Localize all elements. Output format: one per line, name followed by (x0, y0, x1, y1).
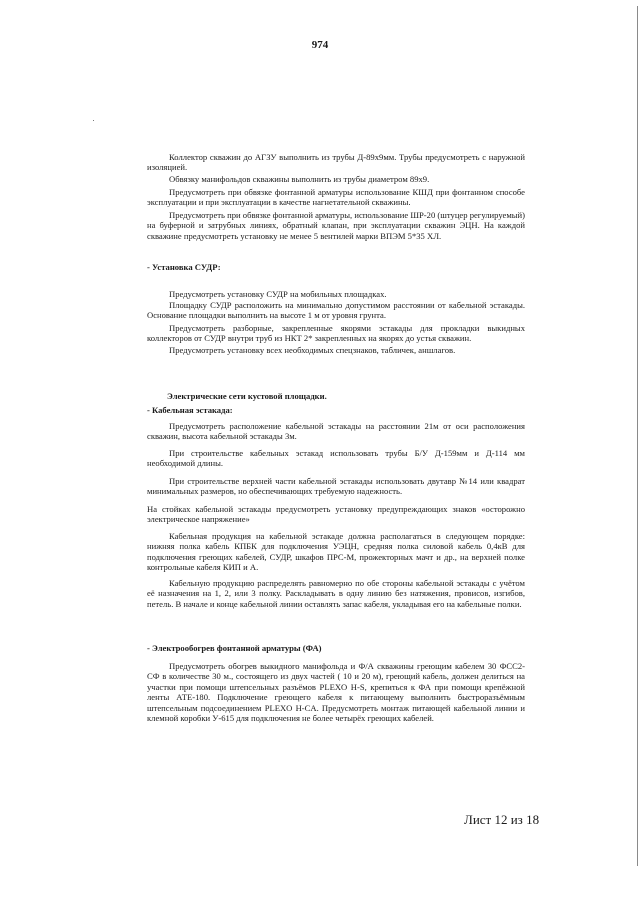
paragraph-kshd: Предусмотреть при обвязке фонтанной арматуры использование КШД при фонтанном способе эксплуатации и при эксплуатации в качестве нагнетательной скважины. (147, 187, 525, 208)
paragraph-trestle-beam: При строительстве верхней части кабельной эстакады использовать двутавр №14 или квадрат минимальных размеров, но обеспечивающих требуемую надежность. (147, 476, 525, 497)
paragraph-sudr-trestles: Предусмотреть разборные, закрепленные якорями эстакады для прокладки выкидных коллекторов от СУДР внутри труб из НКТ 2* закрепленных на якорях до устья скважин. (147, 323, 525, 344)
page-number: 974 (311, 39, 329, 51)
paragraph-trestle-location: Предусмотреть расположение кабельной эстакады на расстоянии 21м от оси расположения скважин, высота кабельной эстакады 3м. (147, 421, 525, 442)
paragraph-heating: Предусмотреть обогрев выкидного манифольда и Ф/А скважины греющим кабелем 30 ФСС2-СФ в количестве 30 м., состоящего из двух частей ( 10 и 20 м), греющий кабель, должен делиться на участки при помощи штепсельных разъёмов PLEXO H-S, крепиться к ФА при помощи крепёжной ленты АТЕ-180. Подключение греющего кабеля к питающему выполнить быстроразъёмным штепсельным подсоединением PLEXO H-CA. Предусмотреть монтаж питающей кабельной линии и клемной коробки У-615 для подключения не более четырёх греющих кабелей. (147, 661, 525, 724)
paragraph-cable-order: Кабельная продукция на кабельной эстакаде должна располагаться в следующем порядке: нижняя полка кабель КПБК для подключения УЭЦН, средняя полка силовой кабель 0,4кВ для подключения греющих кабелей, СУДР, шкафов ПРС-М, прожекторных мачт и др., на верхней полке контрольные кабеля КИП и А. (147, 531, 525, 573)
heading-heating: - Электрообогрев фонтанной арматуры (ФА) (147, 643, 322, 653)
paragraph-shr20: Предусмотреть при обвязке фонтанной арматуры, использование ШР-20 (штуцер регулируемый) на буферной и затрубных линиях, обратный клапан, при эксплуатации скважин ЭЦН. На каждой скважине предусмотреть установку не менее 5 вентилей марки ВПЭМ 5*35 ХЛ. (147, 210, 525, 241)
paragraph-sudr-signs: Предусмотреть установку всех необходимых спецзнаков, табличек, аншлагов. (169, 345, 456, 355)
sheet-footer: Лист 12 из 18 (464, 812, 540, 827)
paragraph-sudr-site: Площадку СУДР расположить на минимально допустимом расстоянии от кабельной эстакады. Основание площадки выполнить на высоте 1 м от уровня грунта. (147, 300, 525, 321)
paragraph-trestle-pipes: При строительстве кабельных эстакад использовать трубы Б/У Д-159мм и Д-114 мм необходимой длины. (147, 448, 525, 469)
heading-cable-trestle: - Кабельная эстакада: (147, 405, 233, 415)
paragraph-cable-distribution: Кабельную продукцию распределять равномерно по обе стороны кабельной эстакады с учётом её назначения на 1, 2, или 3 полку. Раскладывать в одну линию без натяжения, провисов, изгибов, петель. В начале и конце кабельной линии оставлять запас кабеля, укладывая его на кабельные полки. (147, 578, 525, 609)
scan-speck (93, 120, 94, 121)
paragraph-collector: Коллектор скважин до АГЗУ выполнить из трубы Д-89х9мм. Трубы предусмотреть с наружной изоляцией. (147, 152, 525, 173)
heading-sudr: - Установка СУДР: (147, 262, 221, 272)
paragraph-manifold: Обвязку манифольдов скважины выполнить из трубы диаметром 89х9. (169, 174, 430, 184)
paragraph-sudr-mobile: Предусмотреть установку СУДР на мобильных площадках. (169, 289, 387, 299)
heading-electric-networks: Электрические сети кустовой площадки. (167, 391, 327, 401)
scan-edge-line (637, 6, 638, 866)
paragraph-warning-signs: На стойках кабельной эстакады предусмотреть установку предупреждающих знаков «осторожно электрическое напряжение» (147, 504, 525, 525)
